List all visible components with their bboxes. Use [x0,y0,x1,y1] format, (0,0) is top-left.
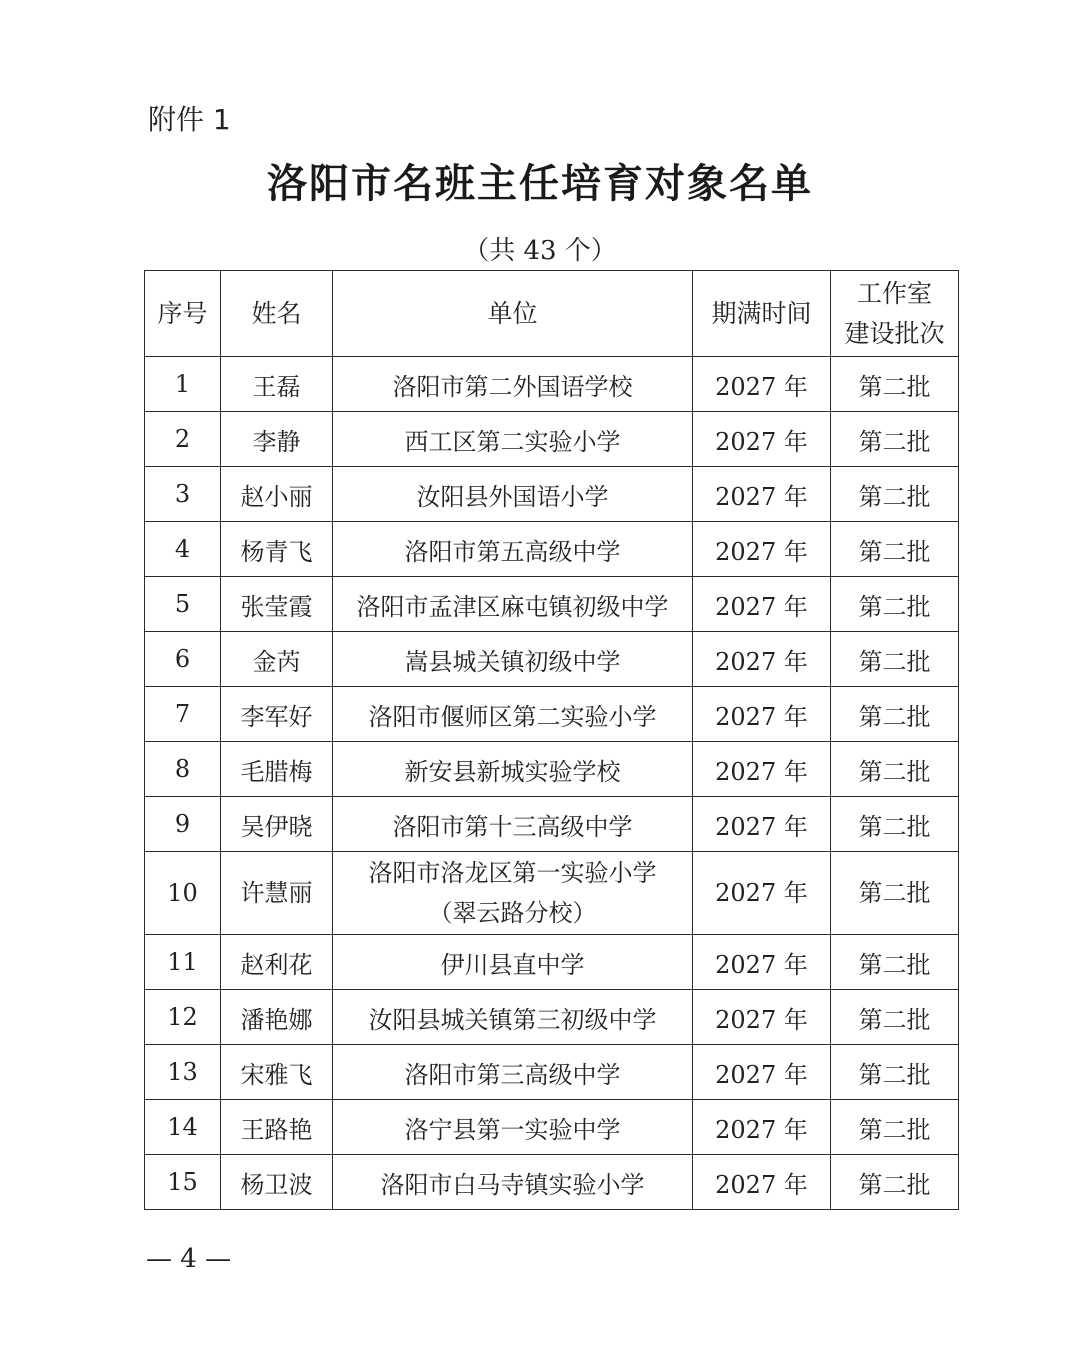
cell-batch: 第二批 [831,687,959,742]
cell-unit-line: 洛阳市第二外国语学校 [392,372,633,401]
cell-unit [333,687,693,742]
cell-seq: 2 [145,412,221,467]
table-row [145,577,959,632]
cell-unit-line: （翠云路分校） [428,899,597,927]
cell-unit-line: 汝阳县外国语小学 [416,482,609,511]
cell-seq: 5 [145,577,221,632]
total-count: （共 43 个） [463,236,617,266]
cell-seq: 3 [145,467,221,522]
cell-batch: 第二批 [831,742,959,797]
cell-batch: 第二批 [831,852,959,935]
cell-seq: 1 [145,357,221,412]
table-row [145,412,959,467]
cell-name: 宋雅飞 [221,1045,333,1100]
cell-expiry: 2027 年 [693,1155,831,1210]
cell-unit-line: 洛阳市第三高级中学 [404,1060,621,1089]
table-row [145,1100,959,1155]
cell-expiry: 2027 年 [693,797,831,852]
cell-name: 潘艳娜 [221,990,333,1045]
cell-unit-line: 洛阳市偃师区第二实验小学 [368,702,657,731]
cell-expiry: 2027 年 [693,990,831,1045]
table-row [145,522,959,577]
cell-name: 张莹霞 [221,577,333,632]
cell-unit [333,1045,693,1100]
cell-name: 李静 [221,412,333,467]
cell-name: 杨卫波 [221,1155,333,1210]
cell-expiry: 2027 年 [693,467,831,522]
cell-seq: 8 [145,742,221,797]
column-header-batch-line2: 建设批次 [844,318,945,348]
table-row [145,467,959,522]
cell-unit-line: 洛阳市第十三高级中学 [392,812,633,841]
cell-unit [333,852,693,935]
column-header-name: 姓名 [221,271,333,357]
cell-unit [333,412,693,467]
cell-seq: 11 [145,935,221,990]
cell-unit [333,577,693,632]
cell-batch: 第二批 [831,467,959,522]
cell-name: 许慧丽 [221,852,333,935]
column-header-batch-line1: 工作室 [856,278,932,308]
cell-unit-line: 伊川县直中学 [440,950,585,979]
cell-unit-line: 洛阳市白马寺镇实验小学 [380,1170,645,1199]
cell-name: 杨青飞 [221,522,333,577]
page-number: — 4 — [146,1244,232,1274]
cell-batch: 第二批 [831,1045,959,1100]
cell-seq: 12 [145,990,221,1045]
cell-expiry: 2027 年 [693,935,831,990]
cell-expiry: 2027 年 [693,852,831,935]
cell-name: 赵小丽 [221,467,333,522]
cell-unit-line: 洛宁县第一实验中学 [404,1115,621,1144]
cell-name: 王磊 [221,357,333,412]
cell-unit [333,357,693,412]
column-header-expiry: 期满时间 [693,271,831,357]
cell-name: 王路艳 [221,1100,333,1155]
table-row [145,1155,959,1210]
cell-expiry: 2027 年 [693,1045,831,1100]
attachment-label: 附件 1 [148,103,231,136]
cell-batch: 第二批 [831,577,959,632]
cell-unit [333,1100,693,1155]
cell-unit [333,797,693,852]
roster-body [145,357,959,1210]
column-header-unit: 单位 [333,271,693,357]
cell-batch: 第二批 [831,990,959,1045]
column-header-batch [831,271,959,357]
cell-unit-line: 新安县新城实验学校 [404,757,621,786]
table-row [145,742,959,797]
cell-seq: 6 [145,632,221,687]
cell-seq: 4 [145,522,221,577]
cell-seq: 15 [145,1155,221,1210]
cell-name: 吴伊晓 [221,797,333,852]
table-row [145,990,959,1045]
cell-name: 李军好 [221,687,333,742]
cell-unit-line: 洛阳市洛龙区第一实验小学 [368,859,657,887]
cell-expiry: 2027 年 [693,357,831,412]
cell-seq: 7 [145,687,221,742]
cell-batch: 第二批 [831,632,959,687]
cell-expiry: 2027 年 [693,412,831,467]
table-row [145,357,959,412]
cell-name: 毛腊梅 [221,742,333,797]
cell-unit-line: 汝阳县城关镇第三初级中学 [368,1005,657,1034]
cell-seq: 10 [145,852,221,935]
cell-unit [333,632,693,687]
table-row [145,632,959,687]
table-row [145,935,959,990]
table-row [145,687,959,742]
table-header-row [145,271,959,357]
cell-unit-line: 洛阳市孟津区麻屯镇初级中学 [356,592,669,621]
cell-unit [333,990,693,1045]
cell-batch: 第二批 [831,1100,959,1155]
cell-unit [333,1155,693,1210]
cell-unit-line: 西工区第二实验小学 [404,427,621,456]
cell-seq: 14 [145,1100,221,1155]
cell-unit [333,522,693,577]
cell-seq: 13 [145,1045,221,1100]
table-row [145,852,959,935]
table-row [145,1045,959,1100]
cell-expiry: 2027 年 [693,577,831,632]
cell-unit-line: 嵩县城关镇初级中学 [404,647,621,676]
cell-batch: 第二批 [831,797,959,852]
column-header-seq: 序号 [145,271,221,357]
cell-unit [333,742,693,797]
cell-expiry: 2027 年 [693,742,831,797]
document-title: 洛阳市名班主任培育对象名单 [267,161,813,207]
cell-batch: 第二批 [831,935,959,990]
cell-name: 金芮 [221,632,333,687]
cell-unit [333,935,693,990]
cell-batch: 第二批 [831,357,959,412]
cell-batch: 第二批 [831,412,959,467]
cell-seq: 9 [145,797,221,852]
cell-expiry: 2027 年 [693,1100,831,1155]
cell-unit [333,467,693,522]
cell-name: 赵利花 [221,935,333,990]
table-row [145,797,959,852]
roster-table [144,270,959,1210]
cell-expiry: 2027 年 [693,632,831,687]
cell-batch: 第二批 [831,1155,959,1210]
cell-expiry: 2027 年 [693,687,831,742]
cell-unit-line: 洛阳市第五高级中学 [404,537,621,566]
cell-expiry: 2027 年 [693,522,831,577]
cell-batch: 第二批 [831,522,959,577]
